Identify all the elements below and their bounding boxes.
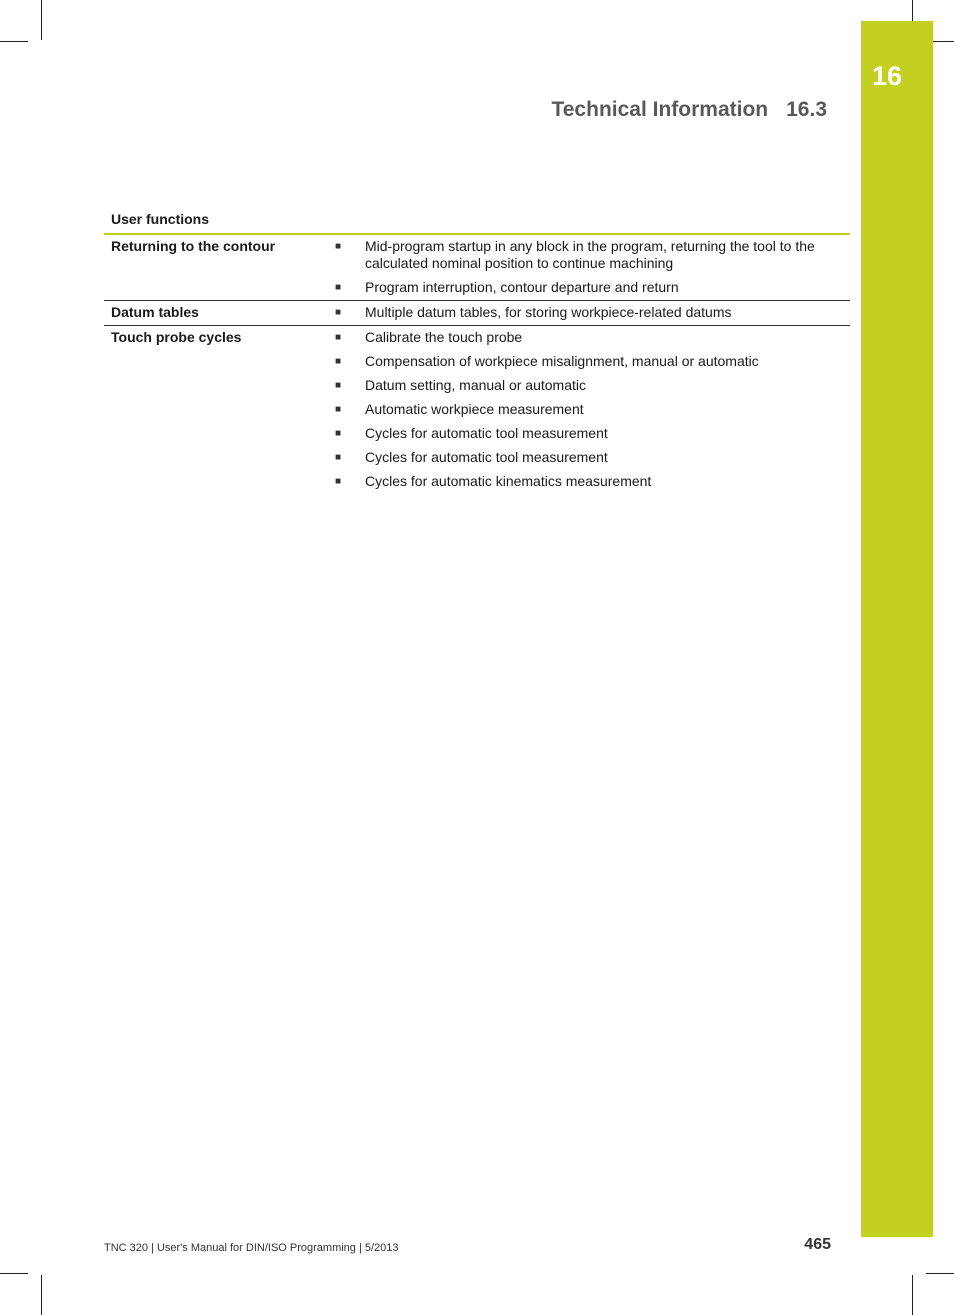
row-label: Returning to the contour <box>111 238 276 254</box>
square-bullet-icon: ■ <box>335 282 342 293</box>
list-item-text: Datum setting, manual or automatic <box>365 377 586 393</box>
row-items <box>328 304 850 321</box>
list-item <box>328 449 850 466</box>
table-row <box>104 235 850 301</box>
chapter-tab <box>861 21 933 1237</box>
user-functions-table <box>104 208 850 494</box>
square-bullet-icon: ■ <box>335 452 342 463</box>
list-item-text: Program interruption, contour departure and return <box>365 279 679 295</box>
row-label: Datum tables <box>111 304 199 320</box>
square-bullet-icon: ■ <box>335 332 342 343</box>
crop-mark <box>0 1273 28 1274</box>
list-item <box>328 279 850 296</box>
list-item-text: Cycles for automatic tool measurement <box>365 449 608 465</box>
table-heading: User functions <box>104 208 850 235</box>
list-item-text: Automatic workpiece measurement <box>365 401 584 417</box>
square-bullet-icon: ■ <box>335 404 342 415</box>
list-item <box>328 425 850 442</box>
square-bullet-icon: ■ <box>335 356 342 367</box>
list-item-text: Calibrate the touch probe <box>365 329 523 345</box>
list-item-text: Cycles for automatic kinematics measurement <box>365 473 652 489</box>
running-header <box>551 98 827 122</box>
list-item <box>328 353 850 370</box>
list-item <box>328 304 850 321</box>
square-bullet-icon: ■ <box>335 380 342 391</box>
row-label: Touch probe cycles <box>111 329 242 345</box>
crop-mark <box>41 1275 42 1315</box>
crop-mark <box>912 1275 913 1315</box>
list-item-text: Multiple datum tables, for storing workpiece-related datums <box>365 304 732 320</box>
row-items <box>328 238 850 296</box>
header-title: Technical Information <box>551 98 769 121</box>
list-item <box>328 377 850 394</box>
list-item <box>328 329 850 346</box>
header-section: 16.3 <box>786 98 827 121</box>
list-item-text: Cycles for automatic tool measurement <box>365 425 608 441</box>
list-item <box>328 401 850 418</box>
list-item-text: Compensation of workpiece misalignment, manual or automatic <box>365 353 759 369</box>
list-item <box>328 238 850 272</box>
square-bullet-icon: ■ <box>335 476 342 487</box>
crop-mark <box>926 1273 954 1274</box>
table-row <box>104 301 850 326</box>
footer-text: TNC 320 | User's Manual for DIN/ISO Programming | 5/2013 <box>104 1242 399 1254</box>
square-bullet-icon: ■ <box>335 307 342 318</box>
page-number: 465 <box>804 1236 831 1253</box>
list-item-text: Mid-program startup in any block in the program, returning the tool to the calculated nominal position to continue machining <box>365 238 815 271</box>
chapter-number: 16 <box>871 61 903 91</box>
table-row <box>104 326 850 494</box>
crop-mark <box>0 41 28 42</box>
square-bullet-icon: ■ <box>335 241 342 252</box>
crop-mark <box>41 0 42 40</box>
square-bullet-icon: ■ <box>335 428 342 439</box>
list-item <box>328 473 850 490</box>
row-items <box>328 329 850 490</box>
